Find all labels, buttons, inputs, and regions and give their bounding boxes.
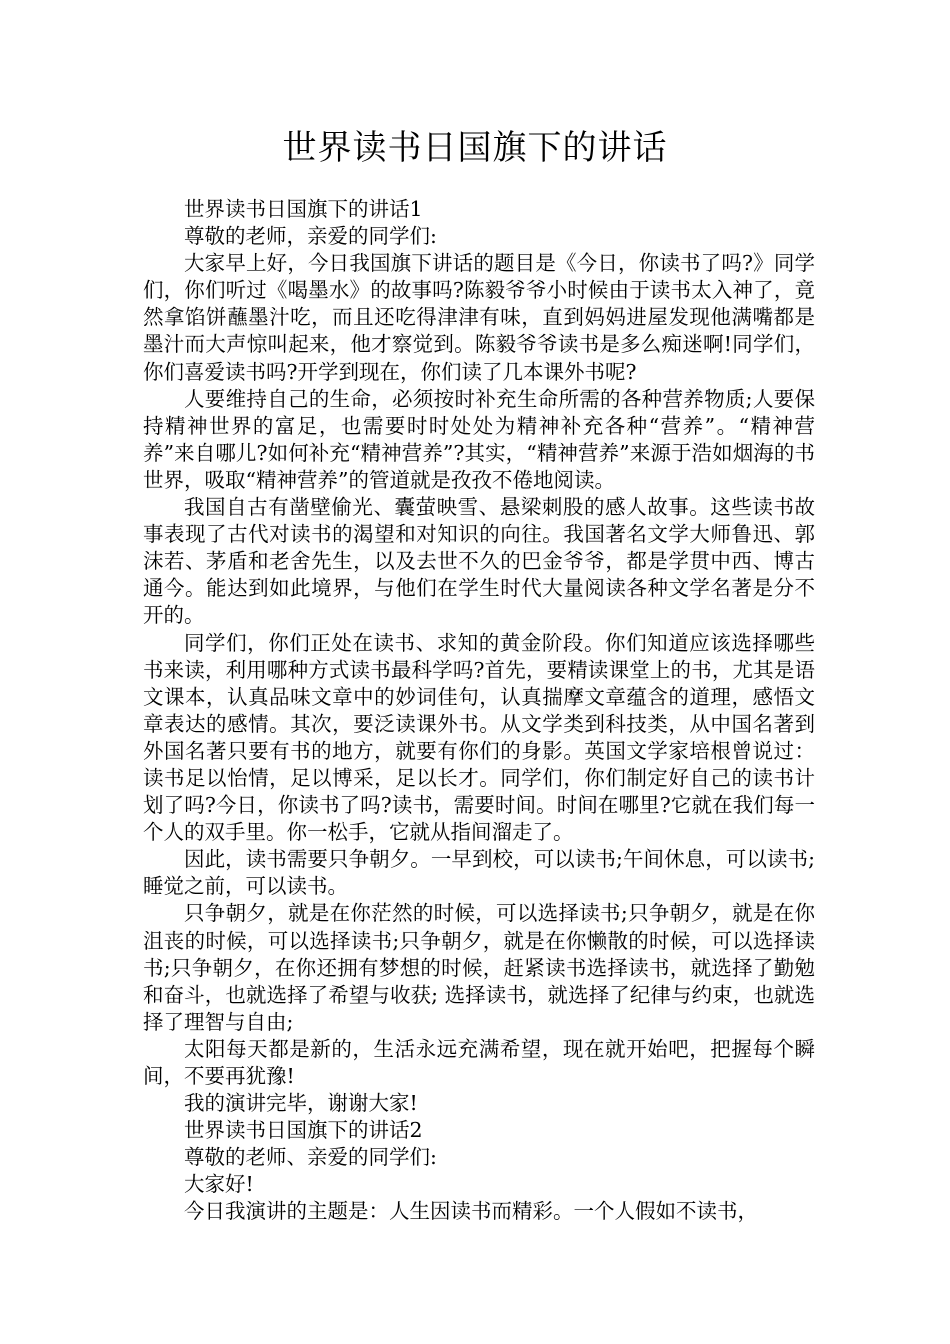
document-title: 世界读书日国旗下的讲话 xyxy=(282,128,668,168)
paragraph: 尊敬的老师、亲爱的同学们: xyxy=(184,1145,437,1170)
paragraph: 太阳每天都是新的，生活永远充满希望，现在就开始吧，把握每个瞬间，不要再犹豫! xyxy=(143,1036,815,1088)
paragraph: 因此，读书需要只争朝夕。一早到校，可以读书;午间休息，可以读书;睡觉之前，可以读书。 xyxy=(143,847,815,899)
paragraph: 我的演讲完毕，谢谢大家! xyxy=(184,1091,418,1116)
paragraph: 同学们，你们正处在读书、求知的黄金阶段。你们知道应该选择哪些书来读，利用哪种方式读书最科学吗?首先，要精读课堂上的书，尤其是语文课本，认真品味文章中的妙词佳句，认真揣摩文章蕴含的道理，感悟文章表达的感情。其次，要泛读课外书。从文学类到科技类，从中国名著到外国名著只要有书的地方，就要有你们的身影。英国文学家培根曾说过：读书足以怡情，足以博采，足以长才。同学们，你们制定好自己的读书计划了吗?今日，你读书了吗?读书，需要时间。时间在哪里?它就在我们每一个人的双手里。你一松手，它就从指间溜走了。 xyxy=(143,630,815,845)
paragraph: 世界读书日国旗下的讲话2 xyxy=(184,1118,423,1143)
document-body xyxy=(143,196,815,1226)
paragraph: 只争朝夕，就是在你茫然的时候，可以选择读书;只争朝夕，就是在你沮丧的时候，可以选择读书;只争朝夕，就是在你懒散的时候，可以选择读书;只争朝夕，在你还拥有梦想的时候，赶紧读书选择读书，就选择了勤勉和奋斗，也就选择了希望与收获; 选择读书，就选择了纪律与约束，也就选择了理智与自由; xyxy=(143,901,815,1034)
paragraph: 我国自古有凿壁偷光、囊萤映雪、悬梁刺股的感人故事。这些读书故事表现了古代对读书的渴望和对知识的向往。我国著名文学大师鲁迅、郭沫若、茅盾和老舍先生，以及去世不久的巴金爷爷，都是学贯中西、博古通今。能达到如此境界，与他们在学生时代大量阅读各种文学名著是分不开的。 xyxy=(143,495,815,628)
paragraph: 大家早上好，今日我国旗下讲话的题目是《今日，你读书了吗?》同学们，你们听过《喝墨水》的故事吗?陈毅爷爷小时候由于读书太入神了，竟然拿馅饼蘸墨汁吃，而且还吃得津津有味，直到妈妈进屋发现他满嘴都是墨汁而大声惊叫起来，他才察觉到。陈毅爷爷读书是多么痴迷啊!同学们，你们喜爱读书吗?开学到现在，你们读了几本课外书呢? xyxy=(143,251,815,384)
paragraph: 今日我演讲的主题是：人生因读书而精彩。一个人假如不读书， xyxy=(184,1199,758,1224)
paragraph: 世界读书日国旗下的讲话1 xyxy=(184,197,423,221)
paragraph: 人要维持自己的生命，必须按时补充生命所需的各种营养物质;人要保持精神世界的富足，也需要时时处处为精神补充各种“营养”。“精神营养”来自哪儿?如何补充“精神营养”?其实，“精神营养”来源于浩如烟海的书世界，吸取“精神营养”的管道就是孜孜不倦地阅读。 xyxy=(143,386,815,492)
paragraph: 尊敬的老师，亲爱的同学们: xyxy=(184,224,437,249)
paragraph: 大家好! xyxy=(184,1172,254,1197)
